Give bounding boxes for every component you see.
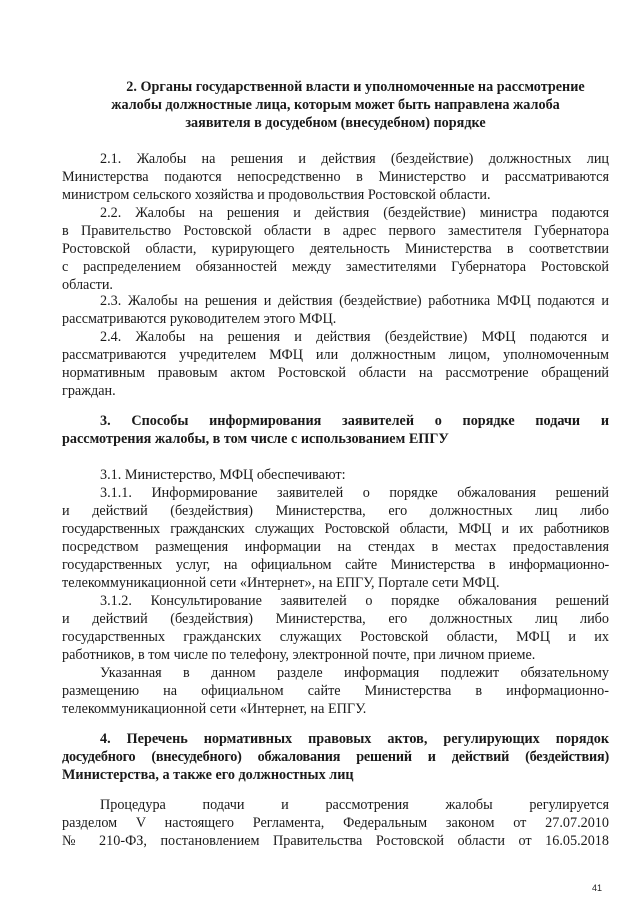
heading-line: 3. Способы информирования заявителей о порядке подачи и (100, 413, 609, 429)
paragraph-3-1 (62, 466, 609, 484)
text-line: рассматриваются учредителем МФЦ или должностным лицом, уполномоченным (62, 347, 609, 363)
text-line: Указанная в данном разделе информация подлежит обязательному (100, 665, 609, 681)
text-line: 2.2. Жалобы на решения и действия (бездействие) министра подаются (100, 205, 609, 221)
text-line: 2.3. Жалобы на решения и действия (бездействие) работника МФЦ подаются и (100, 293, 609, 309)
heading-line: жалобы должностные лица, которым может быть направлена жалоба (111, 97, 560, 113)
text-line: телекоммуникационной сети «Интернет, на ЕПГУ. (62, 701, 367, 717)
text-line: и действий (бездействия) Министерства, его должностных лиц либо (62, 611, 609, 627)
heading-line: заявителя в досудебном (внесудебном) порядке (185, 115, 486, 131)
text-line: телекоммуникационной сети «Интернет», на ЕПГУ, Портале сети МФЦ. (62, 575, 500, 591)
heading-line: 2. Органы государственной власти и уполномоченные на рассмотрение (126, 79, 585, 95)
text-line: работников, в том числе по телефону, электронной почте, при личном приеме. (62, 647, 536, 663)
text-line: области. (62, 277, 113, 293)
section-3-heading (62, 412, 609, 448)
paragraph-2-1 (62, 150, 609, 204)
text-line: с распределением обязанностей между заместителями Губернатора Ростовской (62, 259, 609, 275)
section-2-heading (62, 78, 609, 132)
paragraph-2-4 (62, 328, 609, 400)
text-line: 3.1.1. Информирование заявителей о порядке обжалования решений (100, 485, 609, 501)
heading-line: Министерства, а также его должностных лиц (62, 767, 354, 783)
text-line: Ростовской области, курирующего деятельность Министерства в соответствии (62, 241, 609, 257)
text-line: и действий (бездействия) Министерства, его должностных лиц либо (62, 503, 609, 519)
text-line: Процедура подачи и рассмотрения жалобы регулируется (100, 797, 609, 813)
text-line: № 210-ФЗ, постановлением Правительства Ростовской области от 16.05.2018 (62, 833, 609, 849)
text-line: государственных гражданских служащих Ростовской области, МФЦ и их работников (62, 521, 609, 537)
text-line: рассматриваются руководителем этого МФЦ. (62, 311, 337, 327)
text-line: 3.1. Министерство, МФЦ обеспечивают: (100, 467, 346, 483)
paragraph-2-3 (62, 292, 609, 328)
text-line: посредством размещения информации на стендах в местах предоставления (62, 539, 609, 555)
paragraph-info-placement (62, 664, 609, 718)
paragraph-3-1-2 (62, 592, 609, 664)
paragraph-procedure (62, 796, 609, 850)
text-line: размещению на официальном сайте Министерства в информационно- (62, 683, 609, 699)
paragraph-2-2 (62, 204, 609, 294)
text-line: разделом V настоящего Регламента, Федеральным законом от 27.07.2010 (62, 815, 609, 831)
text-line: граждан. (62, 383, 116, 399)
text-line: государственных услуг, на официальном сайте Министерства в информационно- (62, 557, 609, 573)
heading-line: досудебного (внесудебного) обжалования решений и действий (бездействия) (62, 749, 609, 765)
text-line: министром сельского хозяйства и продовольствия Ростовской области. (62, 187, 491, 203)
text-line: государственных гражданских служащих Ростовской области, МФЦ и их (62, 629, 609, 645)
section-4-heading (62, 730, 609, 784)
page-number: 41 (592, 883, 603, 893)
heading-line: рассмотрения жалобы, в том числе с использованием ЕПГУ (62, 431, 449, 447)
paragraph-3-1-1 (62, 484, 609, 592)
heading-line: 4. Перечень нормативных правовых актов, регулирующих порядок (100, 731, 609, 747)
text-line: 2.4. Жалобы на решения и действия (бездействие) МФЦ подаются и (100, 329, 609, 345)
text-line: нормативным правовым актом Ростовской области на рассмотрение обращений (62, 365, 609, 381)
text-line: 2.1. Жалобы на решения и действия (бездействие) должностных лиц (100, 151, 609, 167)
text-line: в Правительство Ростовской области в адрес первого заместителя Губернатора (62, 223, 609, 239)
text-line: Министерства подаются непосредственно в Министерство и рассматриваются (62, 169, 609, 185)
text-line: 3.1.2. Консультирование заявителей о порядке обжалования решений (100, 593, 609, 609)
